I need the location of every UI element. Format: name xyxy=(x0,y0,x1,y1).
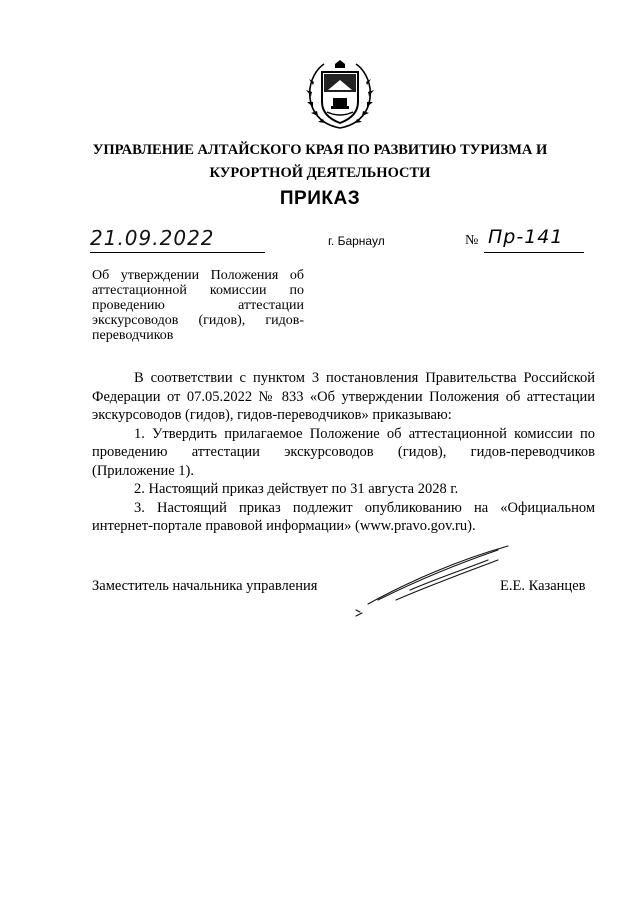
subject-line: экскурсоводов (гидов), гидов- xyxy=(92,313,304,328)
date-value: 21.09.2022 xyxy=(90,226,215,250)
date-field xyxy=(90,228,265,253)
subject-line: проведению аттестации xyxy=(92,298,304,313)
subject-line: переводчиков xyxy=(92,328,174,343)
order-item: 3. Настоящий приказ подлежит опубликованию на «Официальном интернет-портале правовой информации» (www.pravo.gov.ru). xyxy=(92,499,595,534)
order-subject xyxy=(92,268,304,343)
order-item: 1. Утвердить прилагаемое Положение об аттестационной комиссии по проведению аттестации экскурсоводов (гидов), гидов-переводчиков (Приложение 1). xyxy=(92,425,595,479)
number-field xyxy=(484,228,584,253)
signer-position: Заместитель начальника управления xyxy=(92,578,318,594)
subject-line: Об утверждении Положения об xyxy=(92,268,304,283)
organization-name-line: УПРАВЛЕНИЕ АЛТАЙСКОГО КРАЯ ПО РАЗВИТИЮ ТУРИЗМА И xyxy=(92,142,548,158)
order-body xyxy=(92,369,595,536)
organization-name-line: КУРОРТНОЙ ДЕЯТЕЛЬНОСТИ xyxy=(209,165,431,181)
preamble-paragraph: В соответствии с пунктом 3 постановления Правительства Российской Федерации от 07.05.2022 № 833 «Об утверждении Положения об аттестации экскурсоводов (гидов), гидов-переводчиков» приказываю: xyxy=(92,370,595,423)
order-item: 2. Настоящий приказ действует по 31 августа 2028 г. xyxy=(134,481,459,497)
handwritten-signature xyxy=(348,542,513,622)
subject-line: аттестационной комиссии по xyxy=(92,283,304,298)
coat-of-arms-icon xyxy=(300,58,380,132)
order-number: Пр-141 xyxy=(488,226,564,248)
signer-name: Е.Е. Казанцев xyxy=(500,578,586,594)
number-sign: № xyxy=(465,233,479,248)
organization-name xyxy=(60,139,580,185)
document-title: ПРИКАЗ xyxy=(279,188,361,209)
city: г. Барнаул xyxy=(328,234,385,248)
